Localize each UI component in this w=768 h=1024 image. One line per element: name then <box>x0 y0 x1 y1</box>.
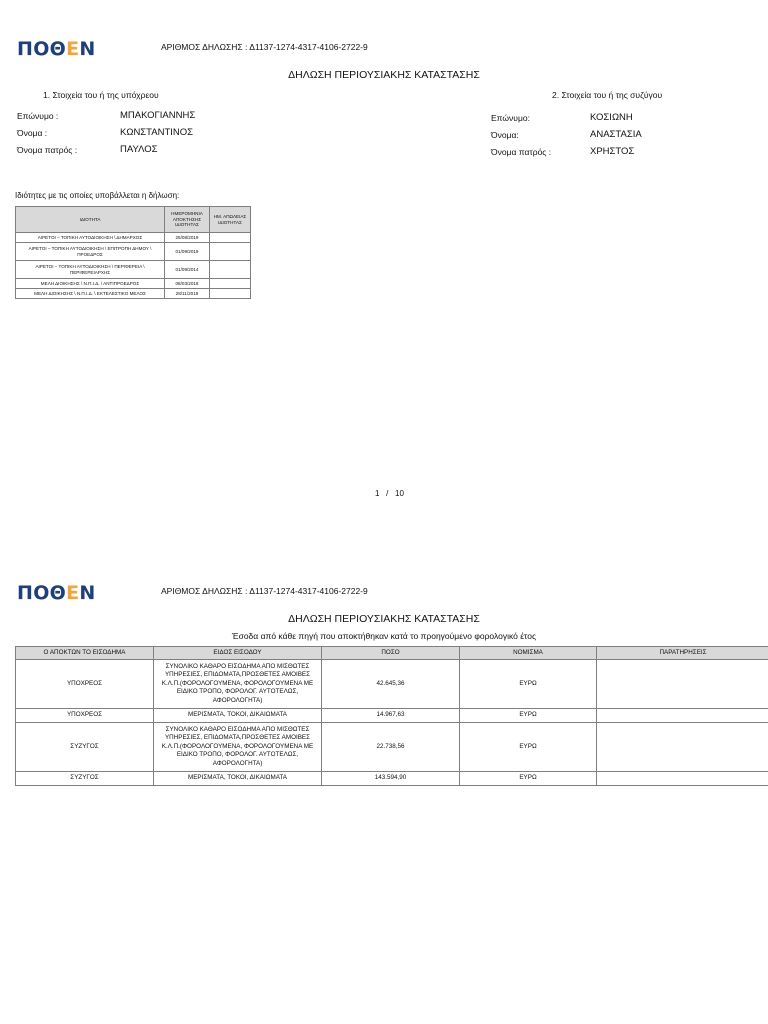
earner-cell: ΥΠΟΧΡΕΟΣ <box>16 709 154 723</box>
acquired-date-cell: 28/11/2019 <box>165 289 210 299</box>
col-header-amount: ΠΟΣΟ <box>322 647 460 660</box>
table-row <box>16 243 251 261</box>
spouse-surname-label: Επώνυμο: <box>491 113 530 123</box>
pothen-logo-page2 <box>17 584 96 603</box>
capacity-cell: ΜΕΛΗ ΔΙΟΙΚΗΣΗΣ \ Ν.Π.Ι.Δ. \ ΕΚΤΕΛΕΣΤΙΚΟ ΜΕΛΟΣ <box>16 289 165 299</box>
table-row <box>16 772 768 786</box>
logo-text-end: Ν <box>79 582 96 604</box>
earner-cell: ΣΥΖΥΓΟΣ <box>16 772 154 786</box>
currency-cell: ΕΥΡΩ <box>460 660 597 709</box>
col-header-income-type: ΕΙΔΟΣ ΕΙΣΟΔΟΥ <box>154 647 322 660</box>
income-type-cell: ΜΕΡΙΣΜΑΤΑ, ΤΟΚΟΙ, ΔΙΚΑΙΩΜΑΤΑ <box>154 772 322 786</box>
acquired-date-cell: 01/09/2019 <box>165 243 210 261</box>
obligor-surname: ΜΠΑΚΟΓΙΑΝΝΗΣ <box>120 110 196 121</box>
spouse-father-label: Όνομα πατρός : <box>491 147 552 157</box>
page-total: 10 <box>395 489 404 498</box>
logo-accent-letter: Ε <box>66 38 80 60</box>
table-row <box>16 233 251 243</box>
pothen-logo <box>17 40 96 59</box>
spouse-surname: ΚΟΣΙΩΝΗ <box>590 112 633 123</box>
currency-cell: ΕΥΡΩ <box>460 772 597 786</box>
page-title: ΔΗΛΩΣΗ ΠΕΡΙΟΥΣΙΑΚΗΣ ΚΑΤΑΣΤΑΣΗΣ <box>288 69 480 81</box>
lost-date-cell <box>210 233 251 243</box>
logo-text-end: Ν <box>79 38 96 60</box>
lost-date-cell <box>210 261 251 279</box>
obligor-name: ΚΩΝΣΤΑΝΤΙΝΟΣ <box>120 127 194 138</box>
table-row <box>16 289 251 299</box>
income-caption: Έσοδα από κάθε πηγή που αποκτήθηκαν κατά το προηγούμενο φορολογικό έτος <box>231 631 537 641</box>
page-separator: / <box>386 489 389 498</box>
obligor-father-label: Όνομα πατρός : <box>17 145 78 155</box>
page-indicator <box>375 489 404 498</box>
income-type-cell: ΣΥΝΟΛΙΚΟ ΚΑΘΑΡΟ ΕΙΣΟΔΗΜΑ ΑΠΟ ΜΙΣΘΩΤΕΣ ΥΠΗΡΕΣΙΕΣ, ΕΠΙΔΟΜΑΤΑ,ΠΡΟΣΘΕΤΕΣ ΑΜΟΙΒΕΣ Κ.Λ.Π.(ΦΟΡΟΛΟΓΟΥΜΕΝΑ, ΦΟΡΟΛΟΓΟΥΜΕΝΑ ΜΕ ΕΙΔΙΚΟ ΤΡΟΠΟ, ΦΟΡΟΛΟΓ. ΑΥΤΟΤΕΛΩΣ, ΑΦΟΡΟΛΟΓΗΤΑ) <box>154 660 322 709</box>
table-row <box>16 279 251 289</box>
logo-text: ΠΟΘ <box>17 582 67 604</box>
table-row <box>16 660 768 709</box>
col-header-earner: Ο ΑΠΟΚΤΩΝ ΤΟ ΕΙΣΟΔΗΜΑ <box>16 647 154 660</box>
page-title-page2: ΔΗΛΩΣΗ ΠΕΡΙΟΥΣΙΑΚΗΣ ΚΑΤΑΣΤΑΣΗΣ <box>288 613 480 625</box>
table-row <box>16 723 768 772</box>
col-header-capacity: ΙΔΙΟΤΗΤΑ <box>16 207 165 233</box>
notes-cell <box>597 660 768 709</box>
capacities-caption: Ιδιότητες με τις οποίες υποβάλλεται η δήλωση: <box>15 191 180 200</box>
table-row <box>16 261 251 279</box>
lost-date-cell <box>210 243 251 261</box>
col-header-lost: ΗΜ. ΑΠΩΛΕΙΑΣ ΙΔΙΟΤΗΤΑΣ <box>210 207 251 233</box>
currency-cell: ΕΥΡΩ <box>460 723 597 772</box>
spouse-heading: 2. Στοιχεία του ή της συζύγου <box>552 90 663 100</box>
obligor-father: ΠΑΥΛΟΣ <box>120 144 158 155</box>
income-table <box>15 646 768 786</box>
income-type-cell: ΜΕΡΙΣΜΑΤΑ, ΤΟΚΟΙ, ΔΙΚΑΙΩΜΑΤΑ <box>154 709 322 723</box>
notes-cell <box>597 723 768 772</box>
spouse-name: ΑΝΑΣΤΑΣΙΑ <box>590 129 642 140</box>
amount-cell: 22.738,56 <box>322 723 460 772</box>
capacities-table <box>15 206 251 299</box>
notes-cell <box>597 772 768 786</box>
acquired-date-cell: 01/09/2014 <box>165 261 210 279</box>
acquired-date-cell: 08/03/2018 <box>165 279 210 289</box>
spouse-father: ΧΡΗΣΤΟΣ <box>590 146 635 157</box>
lost-date-cell <box>210 279 251 289</box>
amount-cell: 14.967,63 <box>322 709 460 723</box>
logo-accent-letter: Ε <box>66 582 80 604</box>
lost-date-cell <box>210 289 251 299</box>
col-header-acquired: ΗΜΕΡΟΜΗΝΙΑ ΑΠΟΚΤΗΣΗΣ ΙΔΙΟΤΗΤΑΣ <box>165 207 210 233</box>
notes-cell <box>597 709 768 723</box>
obligor-name-label: Όνομα : <box>17 128 48 138</box>
income-header-row <box>16 647 768 660</box>
capacity-cell: ΜΕΛΗ ΔΙΟΙΚΗΣΗΣ \ Ν.Π.Ι.Δ. \ ΑΝΤΙΠΡΟΕΔΡΟΣ <box>16 279 165 289</box>
amount-cell: 42.645,36 <box>322 660 460 709</box>
declaration-number-page2: ΑΡΙΘΜΟΣ ΔΗΛΩΣΗΣ : Δ1137-1274-4317-4106-2722-9 <box>161 586 368 596</box>
capacity-cell: ΑΙΡΕΤΟΙ – ΤΟΠΙΚΗ ΑΥΤΟΔΙΟΙΚΗΣΗ \ ΠΕΡΙΦΕΡΕΙΑ \ ΠΕΡΙΦΕΡΕΙΑΡΧΗΣ <box>16 261 165 279</box>
logo-text: ΠΟΘ <box>17 38 67 60</box>
table-row <box>16 709 768 723</box>
capacity-cell: ΑΙΡΕΤΟΙ – ΤΟΠΙΚΗ ΑΥΤΟΔΙΟΙΚΗΣΗ \ ΔΗΜΑΡΧΟΣ <box>16 233 165 243</box>
capacities-header-row <box>16 207 251 233</box>
income-type-cell: ΣΥΝΟΛΙΚΟ ΚΑΘΑΡΟ ΕΙΣΟΔΗΜΑ ΑΠΟ ΜΙΣΘΩΤΕΣ ΥΠΗΡΕΣΙΕΣ, ΕΠΙΔΟΜΑΤΑ,ΠΡΟΣΘΕΤΕΣ ΑΜΟΙΒΕΣ Κ.Λ.Π.(ΦΟΡΟΛΟΓΟΥΜΕΝΑ, ΦΟΡΟΛΟΓΟΥΜΕΝΑ ΜΕ ΕΙΔΙΚΟ ΤΡΟΠΟ, ΦΟΡΟΛΟΓ. ΑΥΤΟΤΕΛΩΣ, ΑΦΟΡΟΛΟΓΗΤΑ) <box>154 723 322 772</box>
spouse-name-label: Όνομα: <box>491 130 519 140</box>
col-header-notes: ΠΑΡΑΤΗΡΗΣΕΙΣ <box>597 647 768 660</box>
capacity-cell: ΑΙΡΕΤΟΙ – ΤΟΠΙΚΗ ΑΥΤΟΔΙΟΙΚΗΣΗ \ ΕΠΙΤΡΟΠΗ ΔΗΜΟΥ \ ΠΡΟΕΔΡΟΣ <box>16 243 165 261</box>
acquired-date-cell: 25/08/2019 <box>165 233 210 243</box>
currency-cell: ΕΥΡΩ <box>460 709 597 723</box>
obligor-heading: 1. Στοιχεία του ή της υπόχρεου <box>43 90 159 100</box>
declaration-number: ΑΡΙΘΜΟΣ ΔΗΛΩΣΗΣ : Δ1137-1274-4317-4106-2722-9 <box>161 42 368 52</box>
earner-cell: ΣΥΖΥΓΟΣ <box>16 723 154 772</box>
earner-cell: ΥΠΟΧΡΕΟΣ <box>16 660 154 709</box>
amount-cell: 143.594,90 <box>322 772 460 786</box>
obligor-surname-label: Επώνυμο : <box>17 111 59 121</box>
page-current: 1 <box>375 489 380 498</box>
col-header-currency: ΝΟΜΙΣΜΑ <box>460 647 597 660</box>
